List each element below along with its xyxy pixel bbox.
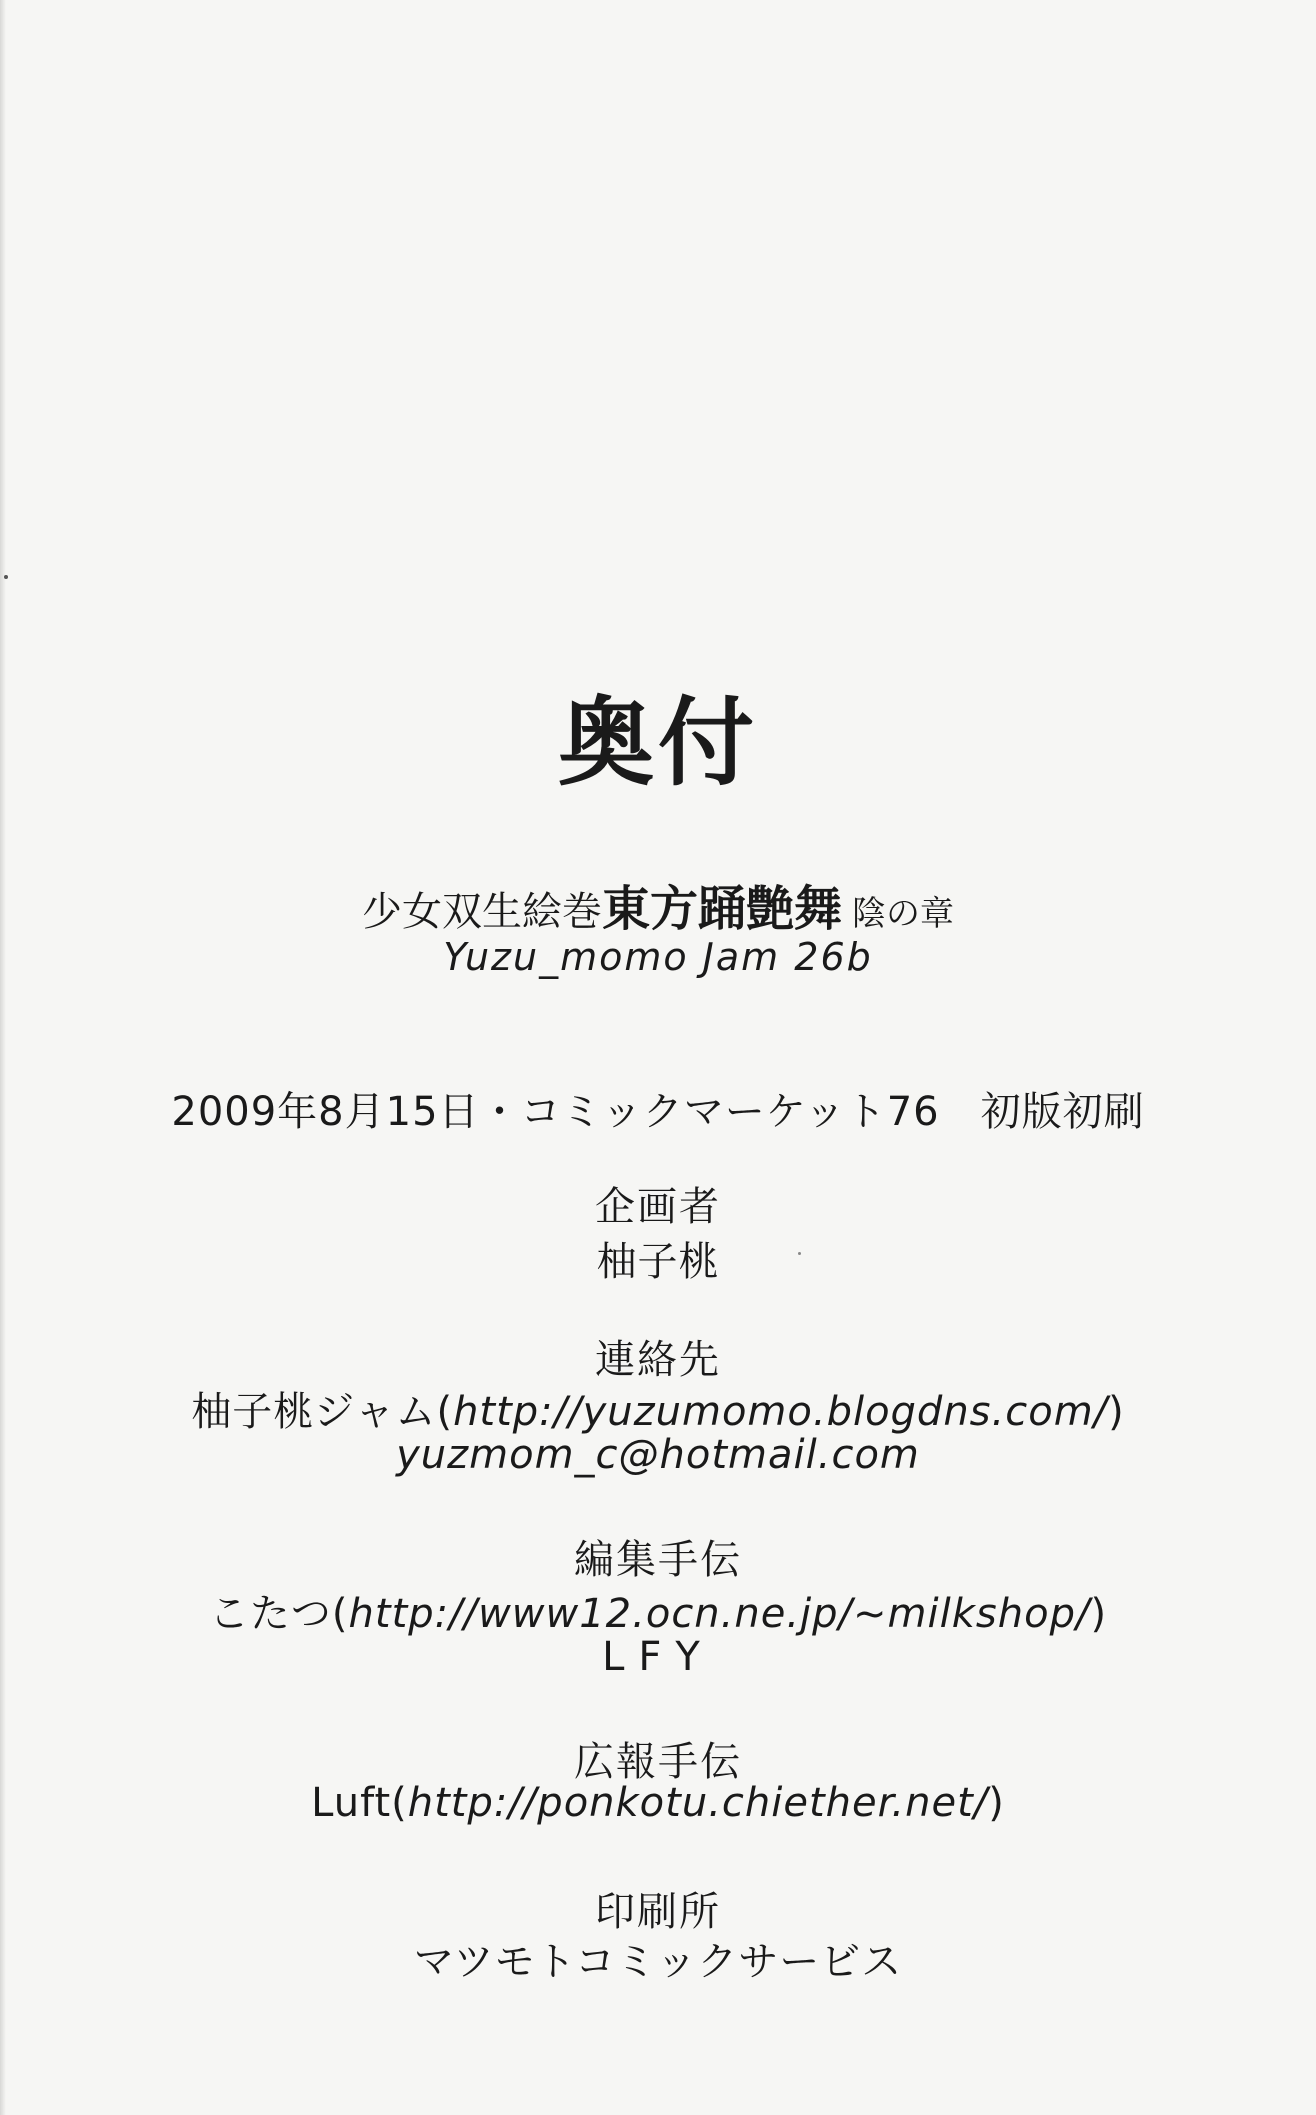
pr-label: 広報手伝 — [574, 1739, 742, 1785]
contact-email[interactable]: yuzmom_c@hotmail.com — [396, 1432, 920, 1478]
printing-label: 印刷所 — [595, 1889, 721, 1935]
series-name: Yuzu_momo Jam 26b — [443, 935, 873, 979]
contact-label: 連絡先 — [595, 1337, 721, 1383]
paper-speck — [798, 1252, 801, 1255]
pr-helper-name: Luft( — [311, 1780, 408, 1826]
book-title — [0, 881, 1316, 937]
contact-site-close: ) — [1108, 1389, 1125, 1435]
pr-helper-close: ) — [988, 1780, 1005, 1826]
contact-site-url[interactable]: http://yuzumomo.blogdns.com/ — [453, 1389, 1109, 1435]
planner-label: 企画者 — [595, 1184, 721, 1230]
pr-helper — [0, 1780, 1316, 1826]
colophon-title: 奥付 — [558, 686, 758, 799]
printing-company: マツモトコミックサービス — [413, 1939, 903, 1985]
editing-label: 編集手伝 — [574, 1537, 742, 1583]
planner-name: 柚子桃 — [596, 1239, 720, 1285]
book-title-prefix: 少女双生絵巻 — [361, 889, 602, 935]
paper-speck — [4, 575, 8, 579]
pr-helper-url[interactable]: http://ponkotu.chiether.net/ — [407, 1780, 989, 1826]
editing-helper-1 — [0, 1582, 1316, 1639]
editing-helper-1-name: こたつ( — [208, 1591, 349, 1637]
contact-site — [0, 1380, 1316, 1437]
book-title-main: 東方踊艶舞 — [601, 881, 842, 937]
publication-date: 2009年8月15日・コミックマーケット76 初版初刷 — [171, 1089, 1145, 1135]
editing-helper-1-close: ) — [1090, 1591, 1108, 1637]
editing-helper-2: LFY — [602, 1634, 714, 1680]
contact-site-name: 柚子桃ジャム( — [191, 1389, 454, 1435]
book-title-suffix: 陰の章 — [852, 894, 954, 934]
editing-helper-1-url[interactable]: http://www12.ocn.ne.jp/~milkshop/ — [348, 1591, 1091, 1637]
